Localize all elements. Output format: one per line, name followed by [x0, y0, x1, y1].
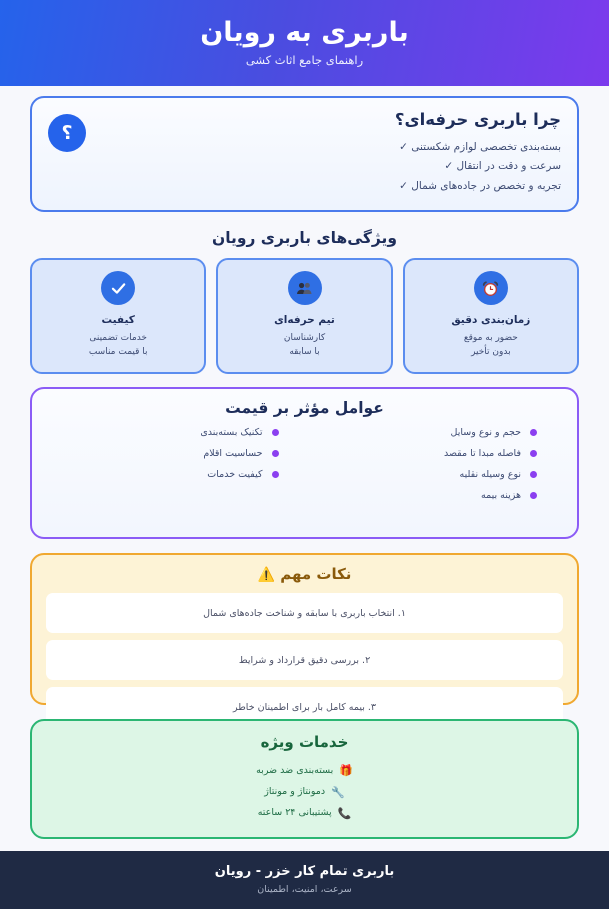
feature-desc-line1: کارشناسان	[283, 333, 326, 344]
important-notes-title-text: نکات مهم	[280, 565, 352, 584]
why-professional-title: چرا باربری حرفه‌ای؟	[394, 110, 561, 129]
list-item: تجربه و تخصص در جاده‌های شمال ✓	[399, 179, 561, 192]
factor-label: فاصله مبدا تا مقصد	[443, 448, 521, 460]
important-notes-card	[30, 553, 579, 713]
footer-subtitle: سرعت، امنیت، اطمینان	[257, 884, 352, 896]
bullet-dot-icon	[272, 471, 279, 478]
list-item: بسته‌بندی تخصصی لوازم شکستنی ✓	[399, 141, 561, 153]
gift-icon: 🎁	[339, 764, 353, 778]
feature-desc-line2: با سابقه	[289, 347, 320, 358]
feature-desc-line1: خدمات تضمینی	[89, 333, 147, 344]
people-icon	[288, 271, 322, 305]
bullet-dot-icon	[530, 429, 537, 436]
feature-card-punctuality	[403, 258, 579, 374]
why-professional-card	[30, 96, 579, 212]
list-item	[307, 427, 538, 438]
footer-title: باربری تمام کار خزر - رویان	[214, 864, 395, 880]
why-professional-body	[100, 110, 561, 196]
why-professional-list	[100, 138, 561, 196]
special-services-title: خدمات ویژه	[260, 733, 349, 752]
list-item	[307, 448, 538, 459]
price-factors-column-left	[48, 427, 307, 501]
feature-card-team	[216, 258, 392, 374]
feature-desc	[89, 332, 148, 360]
factor-label: کیفیت خدمات	[207, 469, 263, 481]
warning-triangle-icon: ⚠️	[257, 567, 275, 584]
bullet-dot-icon	[530, 471, 537, 478]
alarm-clock-icon	[474, 271, 508, 305]
important-notes-title	[46, 565, 563, 583]
page-title: باربری به رویان	[200, 17, 409, 49]
factor-label: تکنیک بسته‌بندی	[200, 427, 263, 439]
feature-desc-line2: با قیمت مناسب	[88, 347, 148, 358]
bullet-dot-icon	[530, 450, 537, 457]
special-services-card	[30, 719, 579, 839]
question-mark-icon: ؟	[48, 114, 86, 152]
feature-desc	[284, 332, 325, 360]
factor-label: حجم و نوع وسایل	[450, 427, 521, 439]
list-item: ۱. انتخاب باربری با سابقه و شناخت جاده‌های شمال	[46, 593, 563, 633]
list-item	[307, 469, 538, 480]
price-factors-column-right	[307, 427, 562, 501]
list-item: ۲. بررسی دقیق قرارداد و شرایط	[46, 640, 563, 680]
list-item	[48, 448, 279, 459]
list-item	[307, 490, 538, 501]
list-item	[256, 760, 353, 781]
features-section-title: ویژگی‌های باربری رویان	[211, 229, 398, 248]
list-item	[48, 427, 279, 438]
feature-desc	[464, 332, 518, 360]
page-footer	[0, 851, 609, 909]
feature-desc-line1: حضور به موقع	[463, 333, 518, 344]
main-content	[0, 86, 609, 839]
list-item	[258, 803, 352, 824]
service-label: پشتیبانی ۲۴ ساعته	[257, 807, 332, 819]
factor-label: هزینه بیمه	[481, 490, 521, 502]
price-factors-card	[30, 387, 579, 539]
service-label: بسته‌بندی ضد ضربه	[256, 764, 334, 776]
check-circle-icon	[101, 271, 135, 305]
bullet-dot-icon	[530, 492, 537, 499]
price-factors-title: عوامل مؤثر بر قیمت	[225, 399, 384, 418]
bullet-dot-icon	[272, 429, 279, 436]
service-label: دمونتاژ و مونتاژ	[264, 786, 326, 798]
feature-name: تیم حرفه‌ای	[274, 314, 335, 327]
list-item: ۳. بیمه کامل بار برای اطمینان خاطر	[46, 687, 563, 727]
list-item	[264, 782, 345, 803]
feature-name: کیفیت	[101, 314, 135, 327]
feature-card-quality	[30, 258, 206, 374]
feature-name: زمان‌بندی دقیق	[451, 314, 531, 327]
features-row	[30, 258, 579, 374]
feature-desc-line2: بدون تأخیر	[471, 347, 511, 358]
factor-label: نوع وسیله نقلیه	[459, 469, 521, 481]
phone-icon: 📞	[337, 807, 352, 821]
page-subtitle: راهنمای جامع اثاث کشی	[245, 53, 364, 68]
list-item	[48, 469, 279, 480]
bullet-dot-icon	[272, 450, 279, 457]
price-factors-columns	[48, 427, 561, 501]
wrench-icon: 🔧	[331, 785, 345, 799]
factor-label: حساسیت اقلام	[203, 448, 263, 460]
page-header	[0, 0, 609, 86]
list-item: سرعت و دقت در انتقال ✓	[444, 160, 561, 173]
